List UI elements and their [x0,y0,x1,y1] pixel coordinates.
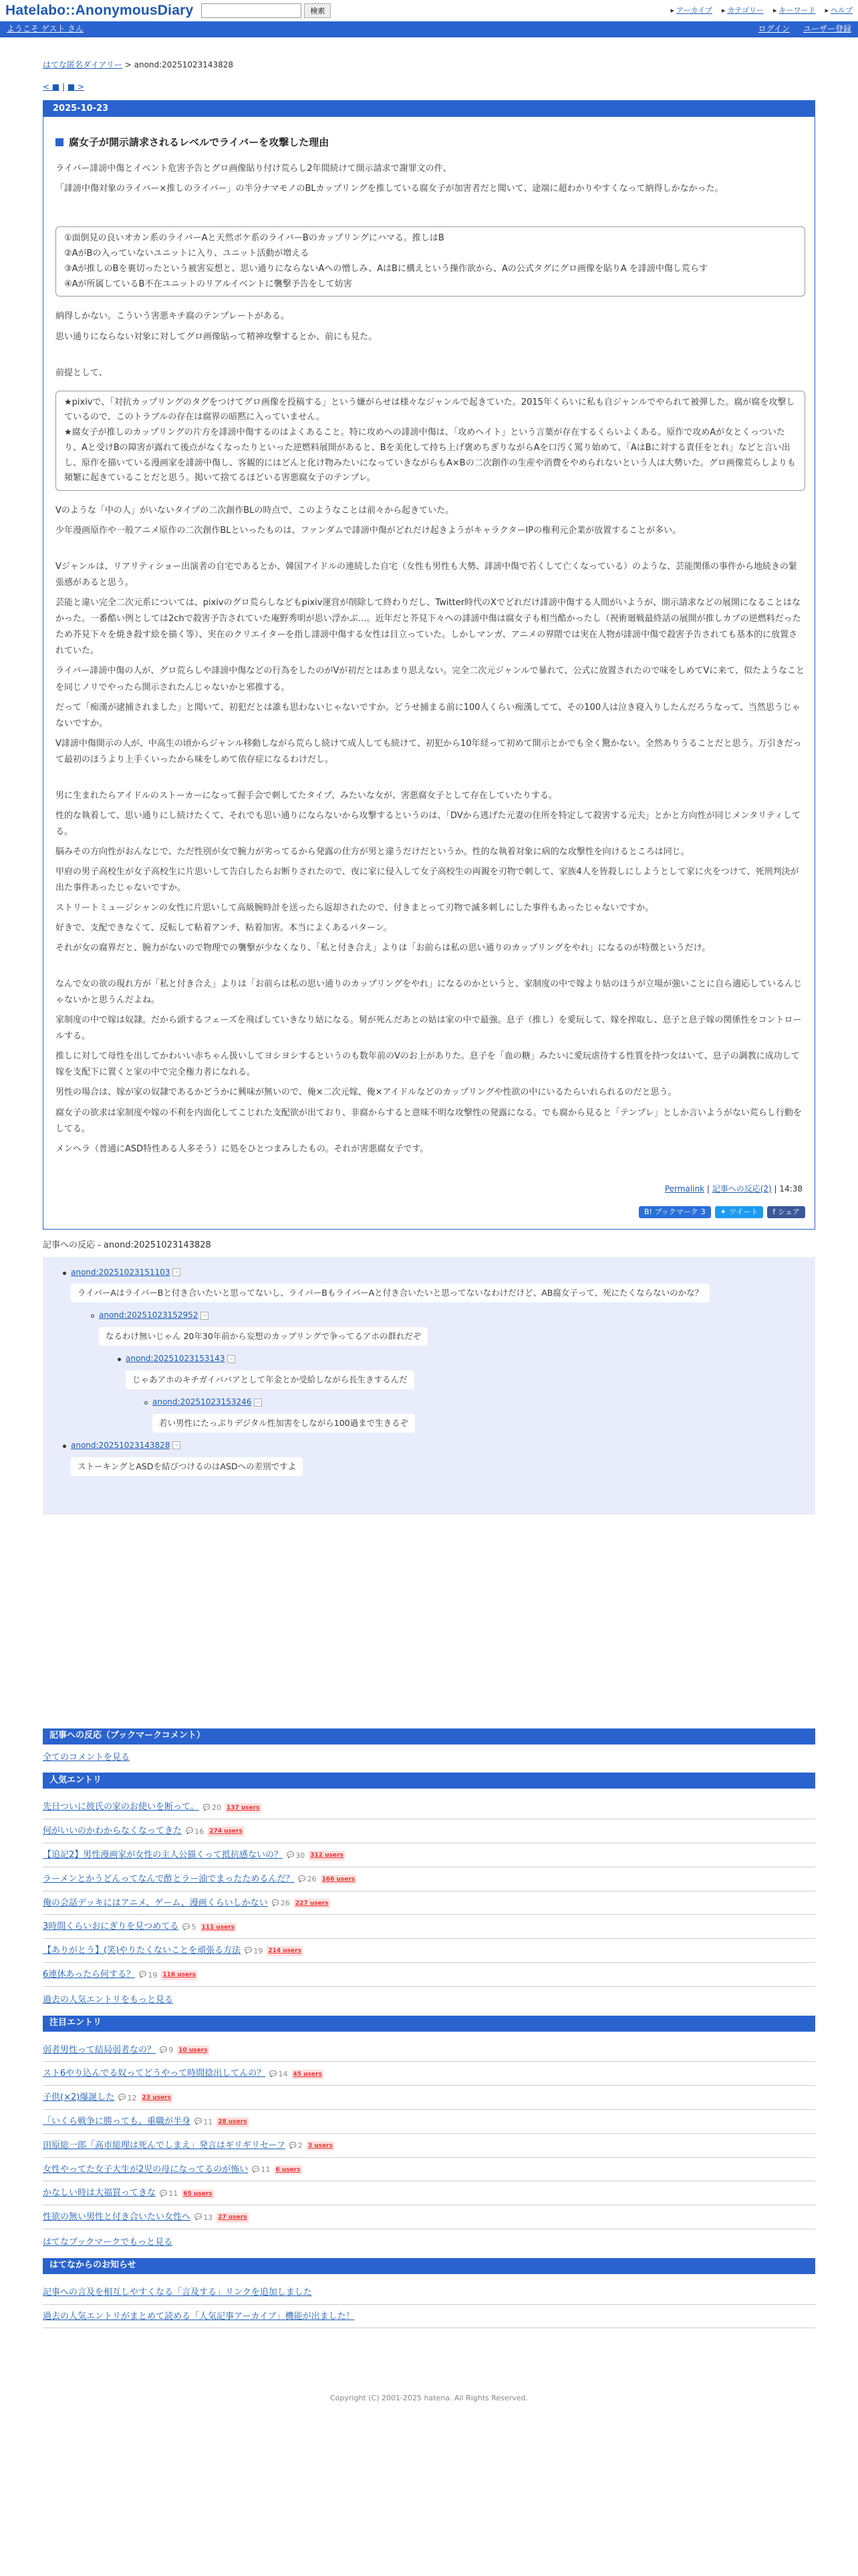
paragraph: Vのような「中の人」がいないタイプの二次創作BLの時点で、このようなことは前々から起きていた。 [55,506,454,516]
entry-list-item[interactable] [43,2086,815,2110]
help-icon: ▸ [825,6,829,15]
keyword-icon: ▸ [772,6,777,15]
reactions-heading: 記事への反応 - anond:20251023143828 [43,1240,211,1250]
search-input[interactable] [201,3,301,18]
comment-count [272,1897,290,1909]
comment-count-value: 5 [191,1923,196,1931]
category-icon: ▸ [721,6,726,15]
quote-line: ④Aが所属しているB不在ユニットのリアルイベントに襲撃予告をして妨害 [64,279,352,289]
comment-count [160,2188,178,2200]
hot-list [43,2038,815,2229]
nav-keyword-link[interactable]: キーワード [778,6,816,15]
entry-list-link[interactable]: 何がいいのかわからなくなってきた [43,1826,182,1837]
entry-list-link[interactable]: 【追記2】男性漫画家が女性の主人公描くって抵抗感ないの？ [43,1850,283,1861]
reaction-link[interactable]: anond:20251023153246 [152,1397,252,1407]
welcome-text[interactable]: ようこそ ゲスト さん [7,24,84,34]
comment-bubble-icon: 💬 [182,1923,190,1931]
comment-bubble-icon: 💬 [118,2094,126,2102]
bookmark-users-badge[interactable]: 65 users [182,2189,213,2199]
comment-count-value: 14 [278,2069,288,2078]
comment-count-value: 11 [203,2117,213,2127]
comment-count-value: 19 [253,1946,263,1956]
top-nav [671,5,853,17]
entry-list-item[interactable] [43,2038,815,2062]
reaction-node [71,1266,815,1303]
comment-count [289,2140,303,2152]
entry-list-link[interactable]: 子供(×2)爆誕した [43,2092,115,2103]
entry-date: 2025-10-23 [43,101,815,117]
bookmark-users-badge[interactable]: 111 users [200,1923,237,1932]
entry-list-link[interactable]: 6連休あったら何する？ [43,1970,136,1980]
comment-count [287,1850,305,1862]
bookmark-users-badge[interactable]: 10 users [177,2046,208,2055]
bm-comment-heading: 記事への反応（ブックマークコメント） [43,1728,815,1744]
hot-heading: 注目エントリ [43,2016,815,2032]
facebook-icon: f [772,1208,776,1217]
comment-bubble-icon: 💬 [194,2214,202,2221]
comment-count [118,2092,136,2104]
entry-list-link[interactable]: 田原総一郎「高市総理は死んでしまえ」発言はギリギリセーフ [43,2140,285,2151]
comment-count [194,2212,212,2224]
reaction-text: ストーキングとASDを結びつけるのはASDへの差別ですよ [71,1457,303,1476]
bookmark-users-badge[interactable]: 166 users [321,1875,357,1884]
nav-help-link[interactable]: ヘルプ [831,6,853,15]
quote-box [55,391,805,492]
comment-count-value: 11 [261,2165,271,2175]
entry-list-link[interactable]: 3時間くらいおにぎりを見つめてる [43,1921,179,1932]
comment-count-value: 19 [148,1970,158,1980]
bookmark-users-badge[interactable]: 27 users [217,2213,248,2222]
comment-bubble-icon: 💬 [139,1972,147,1979]
comment-bubble-icon: 💬 [289,2142,297,2149]
reaction-link[interactable]: anond:20251023143828 [71,1440,170,1450]
expand-icon[interactable]: – [172,1268,180,1276]
expand-icon[interactable]: – [227,1355,235,1363]
fb-label: シェア [778,1208,800,1217]
comment-bubble-icon: 💬 [298,1876,306,1883]
entry-list-link[interactable]: 先日ついに彼氏の家のお使いを断って。 [43,1802,199,1813]
facebook-share-button[interactable] [767,1206,805,1218]
reaction-node [126,1352,815,1389]
paragraph: V誹謗中傷開示の人が、中高生の頃からジャンル移動しながら荒らし続けて成人しても続けて、初犯から10年経って初めて開示とかでも全く驚かない。全然ありうることだと思う。万引きだって最初のほうより上手くいったから味をしめて依存症になるわけだし。 [55,738,802,765]
comment-count [186,1826,204,1838]
nav-category-link[interactable]: カテゴリー [727,6,764,15]
bookmark-count: 3 [700,1208,706,1217]
paragraph: 男に生まれたらアイドルのストーカーになって握手会で刺してたタイプ、みたいな女が、害悪腐女子として存在していたりする。 [55,790,557,801]
paragraph: Vジャンルは、リアリティショー出演者の自宅であるとか、韓国アイドルの連続した自宅（女性も男性も大勢、誹謗中傷で若くして亡くなっている）のような、芸能関係の事件から地続きの緊張感があると思う。 [55,562,798,588]
bookmark-users-badge[interactable]: 28 users [217,2117,248,2127]
permalink[interactable]: Permalink [664,1183,705,1193]
comment-count-value: 13 [203,2213,213,2222]
popular-heading: 人気エントリ [43,1773,815,1789]
comment-bubble-icon: 💬 [160,2190,168,2197]
entry-list-link[interactable]: スト6やり込んでる奴ってどうやって時間捻出してんの？ [43,2068,266,2079]
bookmark-users-badge[interactable]: 6 users [275,2165,302,2175]
entry-list-link[interactable]: 女性やってた女子大生が2児の母になってるのが怖い [43,2164,249,2175]
quote-line: ②AがBの入っていないユニットに入り、ユニット活動が増える [64,248,309,259]
comment-count-value: 11 [168,2189,178,2198]
register-link[interactable]: ユーザー登録 [803,24,851,34]
paragraph: 推しに対して母性を出してかわいい赤ちゃん扱いしてヨシヨシするというのも数年前のVのお上がありた。息子を「血の糖」みたいに愛玩虐待する性質を持つ女はいて、息子の調教に成功して嫁を支配下に置くと家の中で完全権力者になれる。 [55,1051,800,1078]
reaction-text: ライバーAはライバーBと付き合いたいと思ってないし、ライバーBもライバーAと付き合いたいと思ってないなわけだけど、AB腐女子って、死にたくならないのかな？ [71,1284,710,1302]
comment-count-value: 26 [307,1875,317,1884]
comment-bubble-icon: 💬 [245,1948,253,1955]
paragraph: 「誹謗中傷対象のライバー×推しのライバー」の半分ナマモノのBLカップリングを推している腐女子が加害者だと聞いて、途端に超わかりやすくなって納得しかなかった。 [55,184,724,194]
sidebar [43,1728,815,2404]
comment-bubble-icon: 💬 [194,2119,202,2126]
comment-count [269,2068,287,2080]
reaction-tree [43,1257,815,1515]
reactions-link[interactable]: 記事への反応(2) [712,1183,772,1193]
quote-line: ★腐女子が推しのカップリングの片方を誹謗中傷するのはよくあること。特に攻めへの誹謗中傷は、「攻めヘイト」という言葉が存在するくらいよくある。原作で攻めAが女とくっついたり、Aと受けBの障害が露れて後点がなくなったりといった逆燃料展開があると、Bを美化して持ち上げ褒めちぎりながらAを口汚く罵り始めて、「AはBに対する責任をとれ」などと言い出し、原作を描いている漫画家を誹謗中傷し、客観的にはどんと化け物みたいになっていきながらもA×Bの二次創作の生産や消費をやめられないという人は大勢いた。グロ画像荒らしよりも頻繁に起きていることだと思う。掲いて捨てるほどいる害悪腐女子のテンプレ。 [64,427,796,484]
entry-list-item[interactable] [43,1891,815,1915]
comment-count [203,1802,221,1814]
entry-footer [55,1183,805,1195]
comment-bubble-icon: 💬 [271,1899,279,1907]
bookmark-users-badge[interactable]: 3 users [307,2141,334,2151]
breadcrumb [43,59,858,71]
notice-link[interactable]: 記事への言及を相互しやすくなる「言及する」リンクを追加しました [43,2287,312,2297]
entry-list-item[interactable] [43,2205,815,2229]
entry-list-item[interactable] [43,2158,815,2182]
day-section [43,100,815,1229]
comment-count-value: 12 [127,2093,137,2102]
paragraph: 性的な執着して、思い通りにし続けたくて、それでも思い通りにならないから攻撃するというのは、「DVから逃げた元妻の住所を特定して殺害する元夫」とかと方向性が同じメンタリティしてる。 [55,810,801,837]
reaction-node [71,1439,815,1476]
bookmark-users-badge[interactable]: 23 users [141,2093,172,2102]
entry-list-item[interactable] [43,1939,815,1963]
bullet-icon [144,1401,148,1405]
reaction-text: じゃあアホのキチガイババアとして年金とか受給しながら長生きするんだ [126,1370,414,1389]
entry-list-link[interactable]: ラーメンとかうどんってなんで酢とラー油でまったためるんだ？ [43,1873,295,1884]
pager-sep: | [59,82,67,92]
paragraph: 芸能と違い完全二次元系については、pixivのグロ荒らしなどもpixiv運営が削除して終わりだし、Twitter時代のXでどれだけ誹謗中傷する人間がいようが、開示請求などの展開になることはなかった。一番酷い例としては2chで殺害予告されていた庵野秀明が思い浮かぶ…。近年だと芥見下々への誹謗中傷は腐女子も相当酷かったし（祝術廻戦最終話の展開が推しカプの逆燃料だったため芥見下々を焼き殺す絵を描く等）、実在のクリエイターを指し誹謗中傷する女性は目立っていた。しかしマンガ、アニメの界隈では実在人物が誹謗中傷で殺害予告されても基本的に放置されていた。 [55,598,801,657]
comment-count-value: 30 [295,1851,305,1860]
notice-link[interactable]: 過去の人気エントリがまとめて読める「人気記事アーカイブ」機能が出ました！ [43,2311,355,2322]
comment-count [245,1946,263,1958]
hot-more-link[interactable]: はてなブックマークでもっと見る [43,2237,173,2247]
entry-list-link[interactable]: 俺の会話デッキにはアニメ、ゲーム、漫画くらいしかない [43,1897,268,1908]
reaction-node [152,1396,815,1433]
comment-bubble-icon: 💬 [186,1828,194,1835]
comment-bubble-icon: 💬 [252,2166,260,2173]
entry-list-item[interactable] [43,1819,815,1843]
paragraph: ライバー誹謗中傷の人が、グロ荒らしや誹謗中傷などの行為をしたのがVが初だとはあまり思えない。完全二次元ジャンルで暴れて、公式に放置されたので味をしめてVに来て、似たようなことを同じノリでやったら開示されたんじゃないかと邪推する。 [55,666,805,693]
archive-icon: ▸ [670,6,675,15]
quote-box [55,226,805,297]
bookmark-users-badge[interactable]: 214 users [267,1946,303,1956]
entry-list-item[interactable] [43,1867,815,1891]
bookmark-button[interactable] [639,1206,711,1218]
expand-icon[interactable]: – [254,1399,262,1407]
entry-list-item[interactable] [43,2181,815,2205]
notice-heading: はてなからのお知らせ [43,2258,815,2274]
nav-archive[interactable] [671,5,712,17]
user-bar [0,21,858,37]
entry-list-item[interactable] [43,2134,815,2158]
comment-count [182,1921,196,1934]
comment-bubble-icon: 💬 [160,2046,168,2054]
popular-more-link[interactable]: 過去の人気エントリをもっと見る [43,1994,174,2005]
paragraph: それが女の腐界だと、腕力がないので物理での襲撃が少なくなり、「私と付き合え」よりは「お前らは私の思い通りのカップリングをやれ」になるのが特徴というだけ。 [55,943,711,954]
comment-count-value: 9 [168,2046,174,2055]
tweet-button[interactable] [715,1206,764,1218]
paragraph: 前提として、 [55,367,108,378]
comment-count-value: 26 [280,1899,290,1908]
top-bar [0,0,858,21]
site-logo[interactable]: Hatelabo::AnonymousDiary [5,3,194,19]
notice-item[interactable] [43,2281,815,2305]
main-content [43,100,815,1229]
paragraph: 納得しかない。こういう害悪キチ腐のテンプレートがある。 [55,311,289,322]
paragraph: 脳みその方向性がおんなじで、ただ性別が女で腕力が劣ってるから発露の仕方が男と違うだけだというか。性的な執着対象に病的な攻撃性を向けるところは同じ。 [55,846,690,857]
nav-keyword[interactable] [773,5,816,17]
bullet-icon [118,1358,121,1361]
entry-list-link[interactable]: かなしい時は大福買ってきな [43,2188,156,2199]
paragraph: 甲府の男子高校生が女子高校生に片思いして告白したらお断りされたので、夜に家に侵入して女子高校生の両親を刃物で刺して、家族4人を皆殺しにしようとして家に火をつけて、死刑判決が出た事件あったじゃないですか。 [55,866,799,893]
all-comments-link[interactable]: 全てのコメントを見る [43,1752,130,1763]
paragraph: 家制度の中で嫁は奴隷。だから頭するフェーズを飛ばしていきなり姑になる。舅が死んだあとの姑は家の中で最強。息子（推し）を愛玩して、嫁を搾取し、息子と息子嫁の関係性をコントロールする。 [55,1015,802,1042]
share-row [55,1206,805,1218]
bookmark-users-badge[interactable]: 274 users [208,1827,244,1836]
comment-count [160,2044,173,2056]
popular-list [43,1795,815,1986]
paragraph: 思い通りにならない対象に対してグロ画像貼って精神攻撃するとか、前にも見た。 [55,331,378,342]
title-square-icon [55,138,63,146]
nav-archive-link[interactable]: アーカイブ [676,6,712,15]
entry-list-item[interactable] [43,1915,815,1939]
reaction-link[interactable]: anond:20251023151103 [71,1267,170,1277]
bookmark-users-badge[interactable]: 312 users [309,1851,345,1860]
entry-list-item[interactable] [43,1843,815,1867]
tweet-label: ツイート [728,1208,758,1217]
entry-time: | 14:38 [774,1183,803,1193]
entry-list-item[interactable] [43,1795,815,1819]
paragraph: 腐女子の欲求は家制度や嫁の不利を内面化してこじれた支配欲が出ており、非腐からすると意味不明な攻撃性の発露になる。でも腐から見ると「テンプレ」としか言いようがない荒らし行動をしてる。 [55,1107,802,1134]
comment-count-value: 16 [194,1827,204,1836]
notice-item[interactable] [43,2305,815,2329]
breadcrumb-sep: > [122,60,134,69]
comment-count [139,1970,157,1982]
pager [43,81,858,94]
expand-icon[interactable]: – [200,1312,208,1320]
entry-list-item[interactable] [43,2062,815,2086]
entry-list-item[interactable] [43,2110,815,2134]
prev-entry-link[interactable]: < ■ [43,82,60,92]
comment-bubble-icon: 💬 [202,1804,210,1811]
quote-line: ①面倒見の良いオカン系のライバーAと天然ボケ系のライバーBのカップリングにハマる。推しはB [64,233,444,244]
paragraph: ライバー誹謗中傷とイベント危害予告とグロ画像貼り付け荒らし2年間続けて開示請求で謝罪文の件、 [55,164,452,174]
paragraph: なんで女の欲の現れ方が「私と付き合え」よりは「お前らは私の思い通りのカップリングをやれ」になるのかというと、家制度の中で嫁より姑のほうが立場が強いことに自ら適応しているんじゃないかと思うんだよね。 [55,979,803,1006]
entry-list-link[interactable]: 性欲の無い男性と付き合いたい女性へ [43,2212,191,2223]
comment-count [194,2117,212,2129]
nav-category[interactable] [722,5,764,17]
comment-count-value: 2 [297,2141,303,2151]
comment-count [298,1873,316,1885]
reaction-link[interactable]: anond:20251023152952 [99,1310,198,1320]
entry-title-text: 腐女子が開示請求されるレベルでライバーを攻撃した理由 [69,136,329,149]
entry-title[interactable] [55,134,805,150]
next-entry-link[interactable]: ■ > [67,82,85,92]
entry-list-link[interactable]: 弱者男性って結局弱者なの？ [43,2044,156,2055]
bird-icon: ✦ [720,1208,726,1217]
paragraph: メンヘラ（普通にASD特性ある人多そう）に処をひとつまみしたもの。それが害悪腐女子です。 [55,1143,429,1154]
comment-count [252,2164,270,2176]
comment-bubble-icon: 💬 [269,2070,277,2078]
paragraph: 男性の場合は、嫁が家の奴隷であるかどうかに興味が無いので、俺×二次元嫁、俺×アイドルなどのカップリングや性欲の中にいるたらいれられるのだと思う。 [55,1087,677,1098]
paragraph: 少年漫画原作や一般アニメ原作の二次創作BLといったものは、ファンダムで誹謗中傷がどれだけ起きようがキャラクターIPの権利元企業が放置することが多い。 [55,526,682,536]
entry-list-link[interactable]: 【ありがとう】(笑)やりたくないことを頑張る方法 [43,1946,241,1956]
paragraph: ストリートミュージシャンの女性に片思いして高級腕時計を送ったら返却されたので、付きまとって刃物で滅多刺しにした事件もあったじゃないですか。 [55,903,654,914]
reaction-node [99,1309,815,1346]
bookmark-label: B! ブックマーク [644,1208,698,1217]
bullet-icon [91,1314,94,1318]
reaction-link[interactable]: anond:20251023153143 [126,1354,225,1364]
entry-body [43,117,815,1228]
expand-icon[interactable]: – [172,1441,180,1449]
entry-list-link[interactable]: 「いくら戦争に勝っても、重職が半身 [43,2116,191,2127]
bullet-icon [63,1445,66,1448]
nav-help[interactable] [825,5,853,17]
bullet-icon [63,1272,66,1275]
comment-bubble-icon: 💬 [287,1852,295,1859]
search-button[interactable]: 検索 [304,3,331,18]
paragraph: だって「痴漢が逮捕されました」と聞いて、初犯だとは誰も思わないじゃないですか。どうせ捕まる前に100人くらい痴漢してて、その100人は泣き寝入りしたんだろうなって、当然思うじゃないですか。 [55,702,801,729]
paragraph: 好きで、支配できなくて、反転して粘着アンチ、粘着加害。本当によくあるパターン。 [55,923,392,934]
entry-list-item[interactable] [43,1963,815,1987]
quote-line: ★pixivで、「対抗カップリングのタグをつけてグロ画像を投稿する」という嫌がらせは様々なジャンルで起きていた。2015年くらいに私も自ジャンルでやられて被弾した。腐が腐を攻撃しているので、このトラブルの存在は腐界の暗黙に入っていません。 [64,397,795,423]
reaction-text: なるわけ無いじゃん 20年30年前から妄想のカップリングで争ってるアホの群れだぞ [99,1327,428,1346]
reaction-text: 若い男性にたっぷりデジタル性加害をしながら100過まで生きるぞ [152,1414,415,1433]
copyright: Copyright (C) 2001-2025 hatena. All Rights Reserved. [330,2394,528,2403]
breadcrumb-current: anond:20251023143828 [134,60,234,69]
footer-sep: | [704,1183,712,1193]
bookmark-users-badge[interactable]: 227 users [294,1899,330,1908]
bookmark-users-badge[interactable]: 45 users [292,2070,323,2079]
quote-line: ③Aが推しのBを裏切ったという被害妄想と、思い通りにならないAへの憎しみ、AはBに構えという操作欲から、Aの公式タグにグロ画像を貼りA を誹謗中傷し荒らす [64,263,708,274]
login-link[interactable]: ログイン [758,24,790,34]
bookmark-users-badge[interactable]: 116 users [161,1970,197,1980]
breadcrumb-home[interactable]: はてな匿名ダイアリー [43,60,122,69]
bookmark-users-badge[interactable]: 137 users [225,1803,261,1813]
comment-count-value: 20 [211,1803,221,1813]
